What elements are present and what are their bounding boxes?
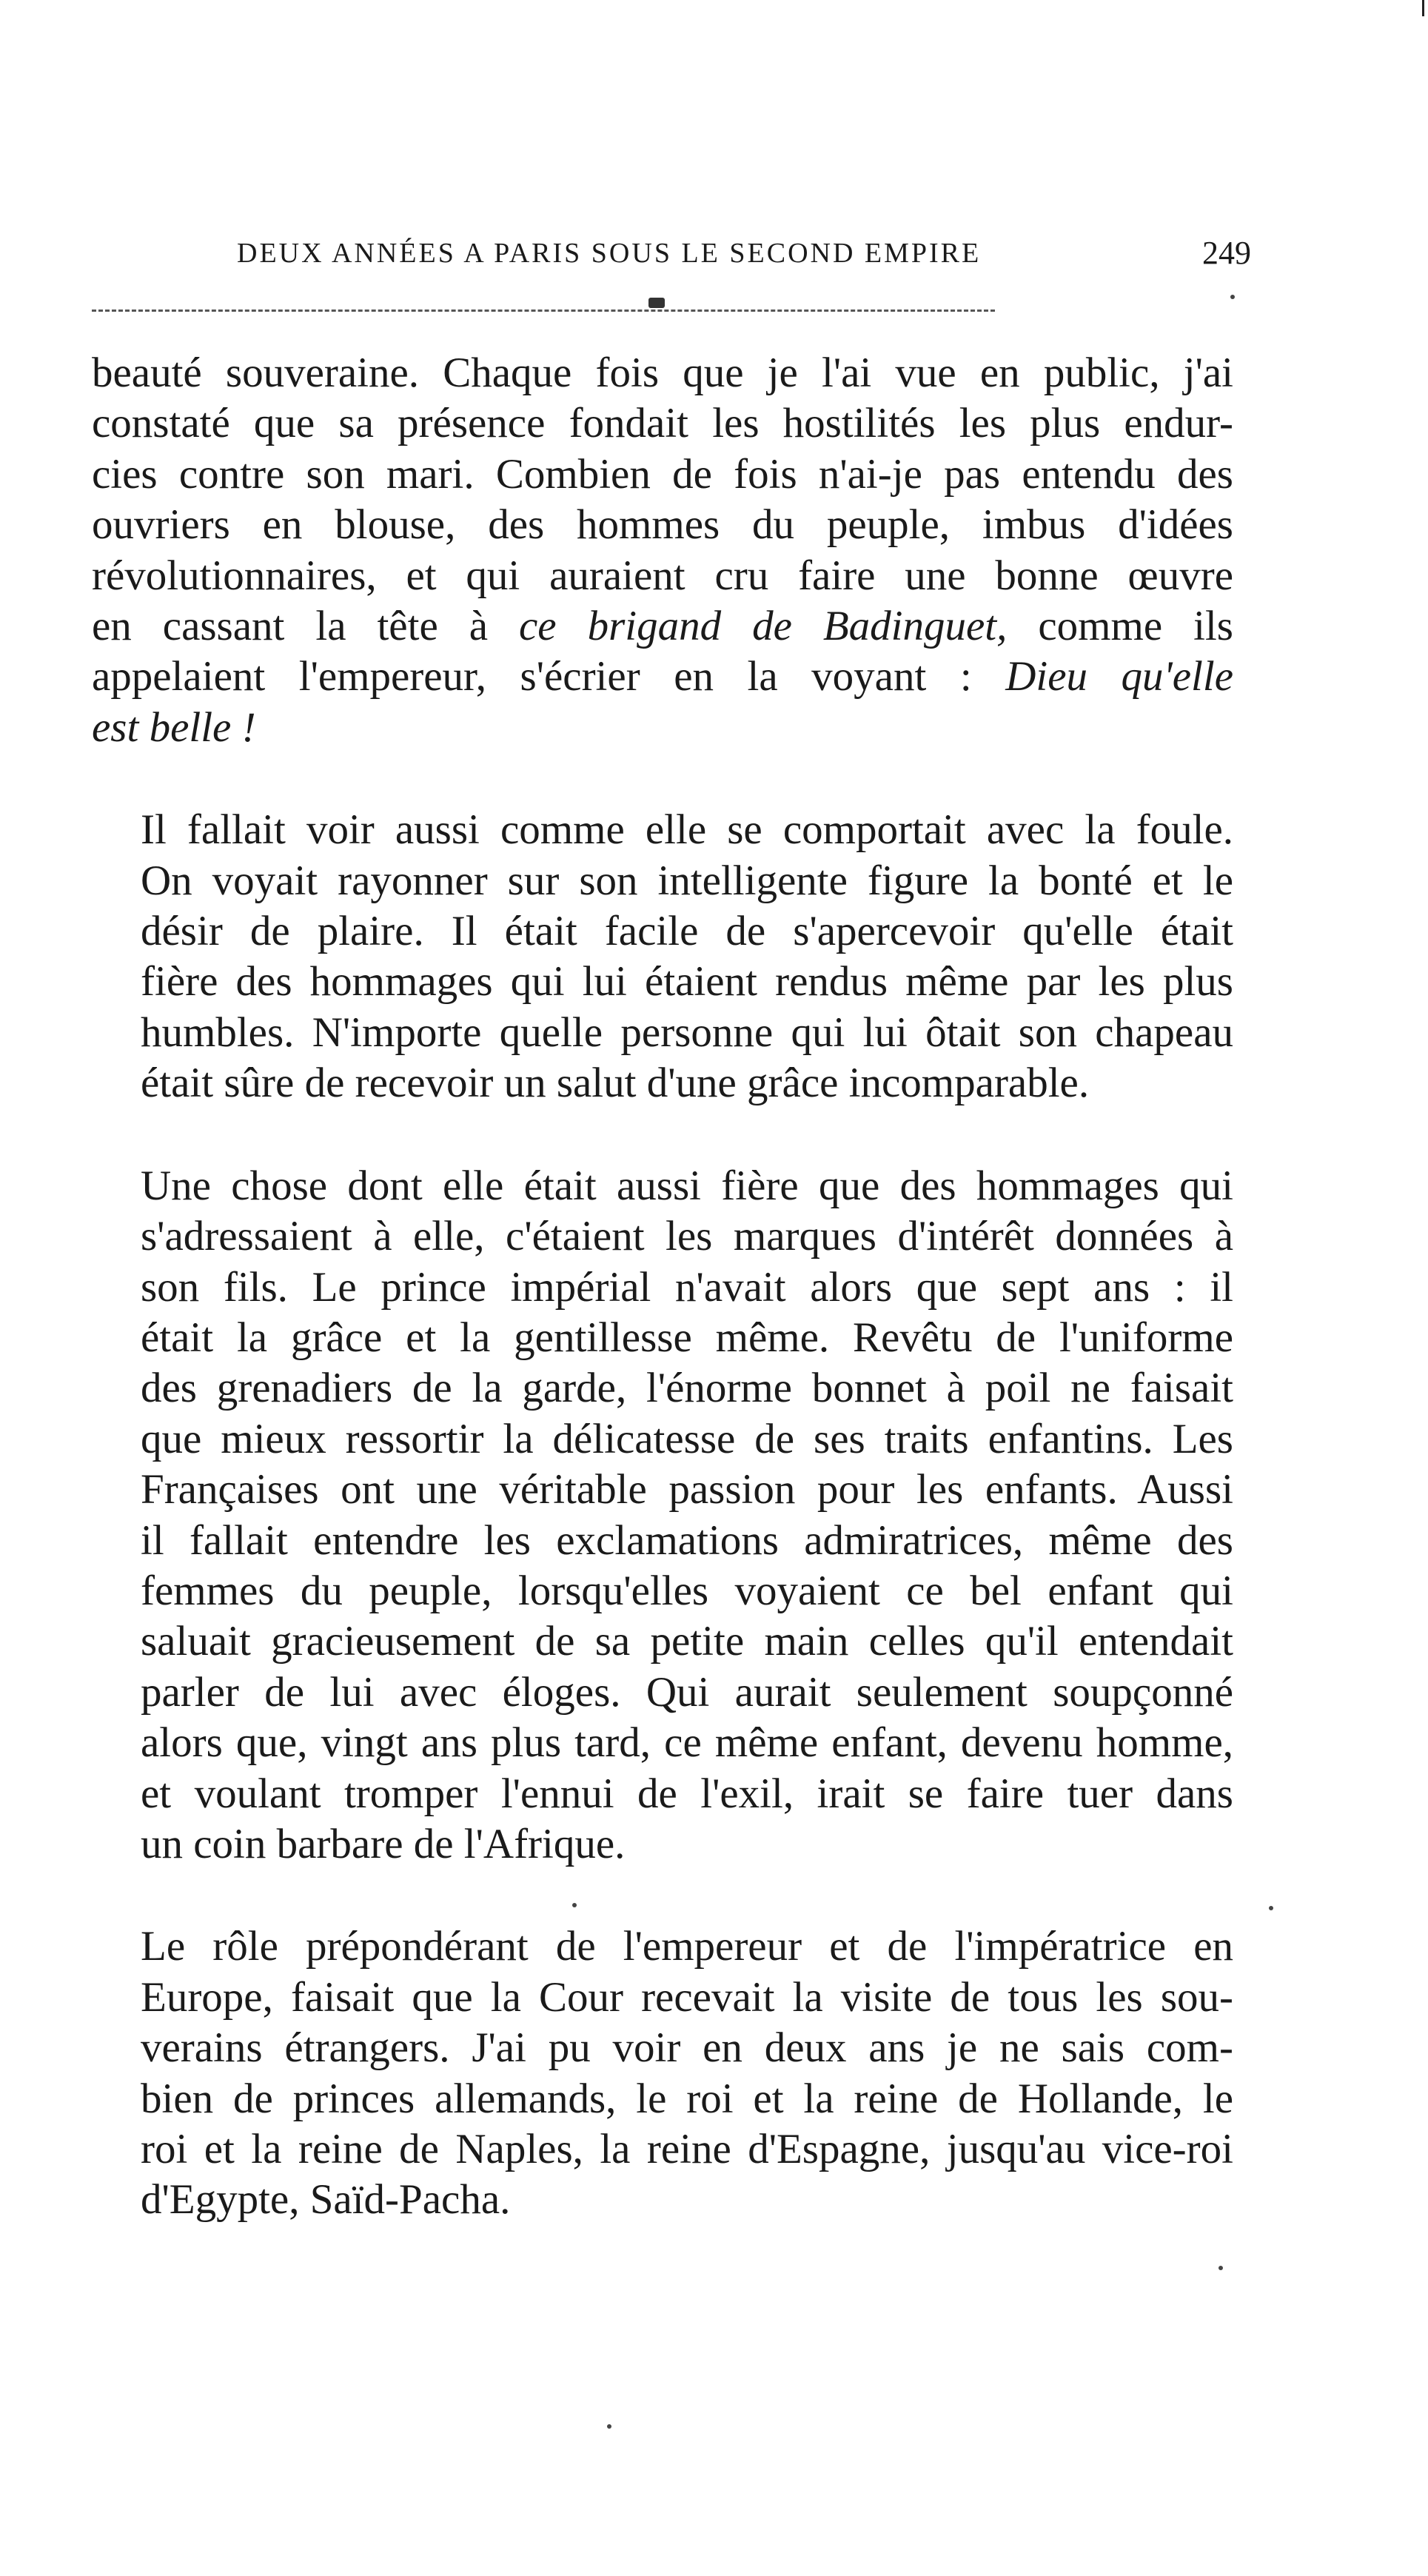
page-edge-mark xyxy=(1422,0,1424,16)
text-line: Françaises ont une véritable passion pour les enfants. Aussi xyxy=(141,1466,1233,1513)
text-line: ouvriers en blouse, des hommes du peuple, imbus d'idées xyxy=(92,501,1233,549)
text-line: humbles. N'importe quelle personne qui lui ôtait son chapeau xyxy=(141,1008,1233,1056)
print-speck xyxy=(1230,295,1235,299)
text-line: que mieux ressortir la délicatesse de ses traits enfantins. Les xyxy=(141,1415,1233,1462)
italic-phrase: ce brigand de Badinguet, xyxy=(519,603,1008,650)
text-line: Europe, faisait que la Cour recevait la visite de tous les sou- xyxy=(141,1973,1233,2021)
text-line: était sûre de recevoir un salut d'une grâce incomparable. xyxy=(141,1060,1090,1107)
body-text xyxy=(92,348,1233,2226)
print-speck xyxy=(1219,2266,1223,2270)
header-rule xyxy=(92,310,995,312)
text-line: roi et la reine de Naples, la reine d'Espagne, jusqu'au vice-roi xyxy=(141,2126,1233,2172)
text-line: désir de plaire. Il était facile de s'apercevoir qu'elle était xyxy=(141,908,1233,955)
print-speck xyxy=(607,2424,611,2429)
text-line: cies contre son mari. Combien de fois n'ai-je pas entendu des xyxy=(92,450,1233,498)
text-line: alors que, vingt ans plus tard, ce même enfant, devenu homme, xyxy=(141,1719,1233,1767)
text-line: son fils. Le prince impérial n'avait alors que sept ans : il xyxy=(141,1263,1233,1311)
text-line: d'Egypte, Saïd-Pacha. xyxy=(141,2176,511,2224)
paragraph-4 xyxy=(92,1921,1233,2225)
text-line xyxy=(92,703,1233,753)
text-line: Il fallait voir aussi comme elle se comportait avec la foule. xyxy=(141,806,1233,854)
text-line xyxy=(92,601,1233,652)
text-line: un coin barbare de l'Afrique. xyxy=(141,1820,626,1867)
print-speck xyxy=(1269,1906,1273,1910)
text-line: Le rôle prépondérant de l'empereur et de l'impératrice en xyxy=(141,1923,1233,1970)
text-line: révolutionnaires, et qui auraient cru faire une bonne œuvre xyxy=(92,552,1233,599)
text-line: s'adressaient à elle, c'étaient les marques d'intérêt données à xyxy=(141,1213,1233,1260)
paragraph-1 xyxy=(92,348,1233,753)
text-line: constaté que sa présence fondait les hostilités les plus endur- xyxy=(92,400,1233,447)
text-run: comme ils xyxy=(1007,603,1233,650)
text-line: bien de princes allemands, le roi et la reine de Hollande, le xyxy=(141,2075,1233,2122)
print-speck xyxy=(572,1903,577,1907)
text-run: en cassant la tête à xyxy=(92,603,519,650)
text-run: appelaient l'empereur, s'écrier en la voyant : xyxy=(92,653,1006,700)
text-line: fière des hommages qui lui étaient rendus même par les plus xyxy=(141,958,1233,1006)
text-line: était la grâce et la gentillesse même. Revêtu de l'uniforme xyxy=(141,1314,1233,1361)
running-head: DEUX ANNÉES A PARIS SOUS LE SECOND EMPIRE xyxy=(237,238,982,269)
paragraph-2 xyxy=(92,805,1233,1108)
text-line xyxy=(92,652,1233,702)
italic-quote: Dieu qu'elle xyxy=(1005,653,1233,700)
text-line: des grenadiers de la garde, l'énorme bonnet à poil ne faisait xyxy=(141,1365,1233,1412)
italic-quote: est belle ! xyxy=(92,703,256,751)
text-line: et voulant tromper l'ennui de l'exil, irait se faire tuer dans xyxy=(141,1770,1233,1817)
text-line: femmes du peuple, lorsqu'elles voyaient ce bel enfant qui xyxy=(141,1567,1233,1614)
header-rule-ornament xyxy=(648,298,665,308)
text-line: beauté souveraine. Chaque fois que je l'ai vue en public, j'ai xyxy=(92,349,1233,396)
text-line: saluait gracieusement de sa petite main celles qu'il entendait xyxy=(141,1618,1233,1665)
text-line: verains étrangers. J'ai pu voir en deux ans je ne sais com- xyxy=(141,2024,1233,2072)
text-line: On voyait rayonner sur son intelligente figure la bonté et le xyxy=(141,857,1233,904)
paragraph-3 xyxy=(92,1161,1233,1870)
page-number: 249 xyxy=(1202,235,1251,271)
text-line: il fallait entendre les exclamations admiratrices, même des xyxy=(141,1516,1233,1564)
text-line: Une chose dont elle était aussi fière que des hommages qui xyxy=(141,1162,1233,1209)
page-header xyxy=(92,231,1251,275)
text-line: parler de lui avec éloges. Qui aurait seulement soupçonné xyxy=(141,1668,1233,1716)
